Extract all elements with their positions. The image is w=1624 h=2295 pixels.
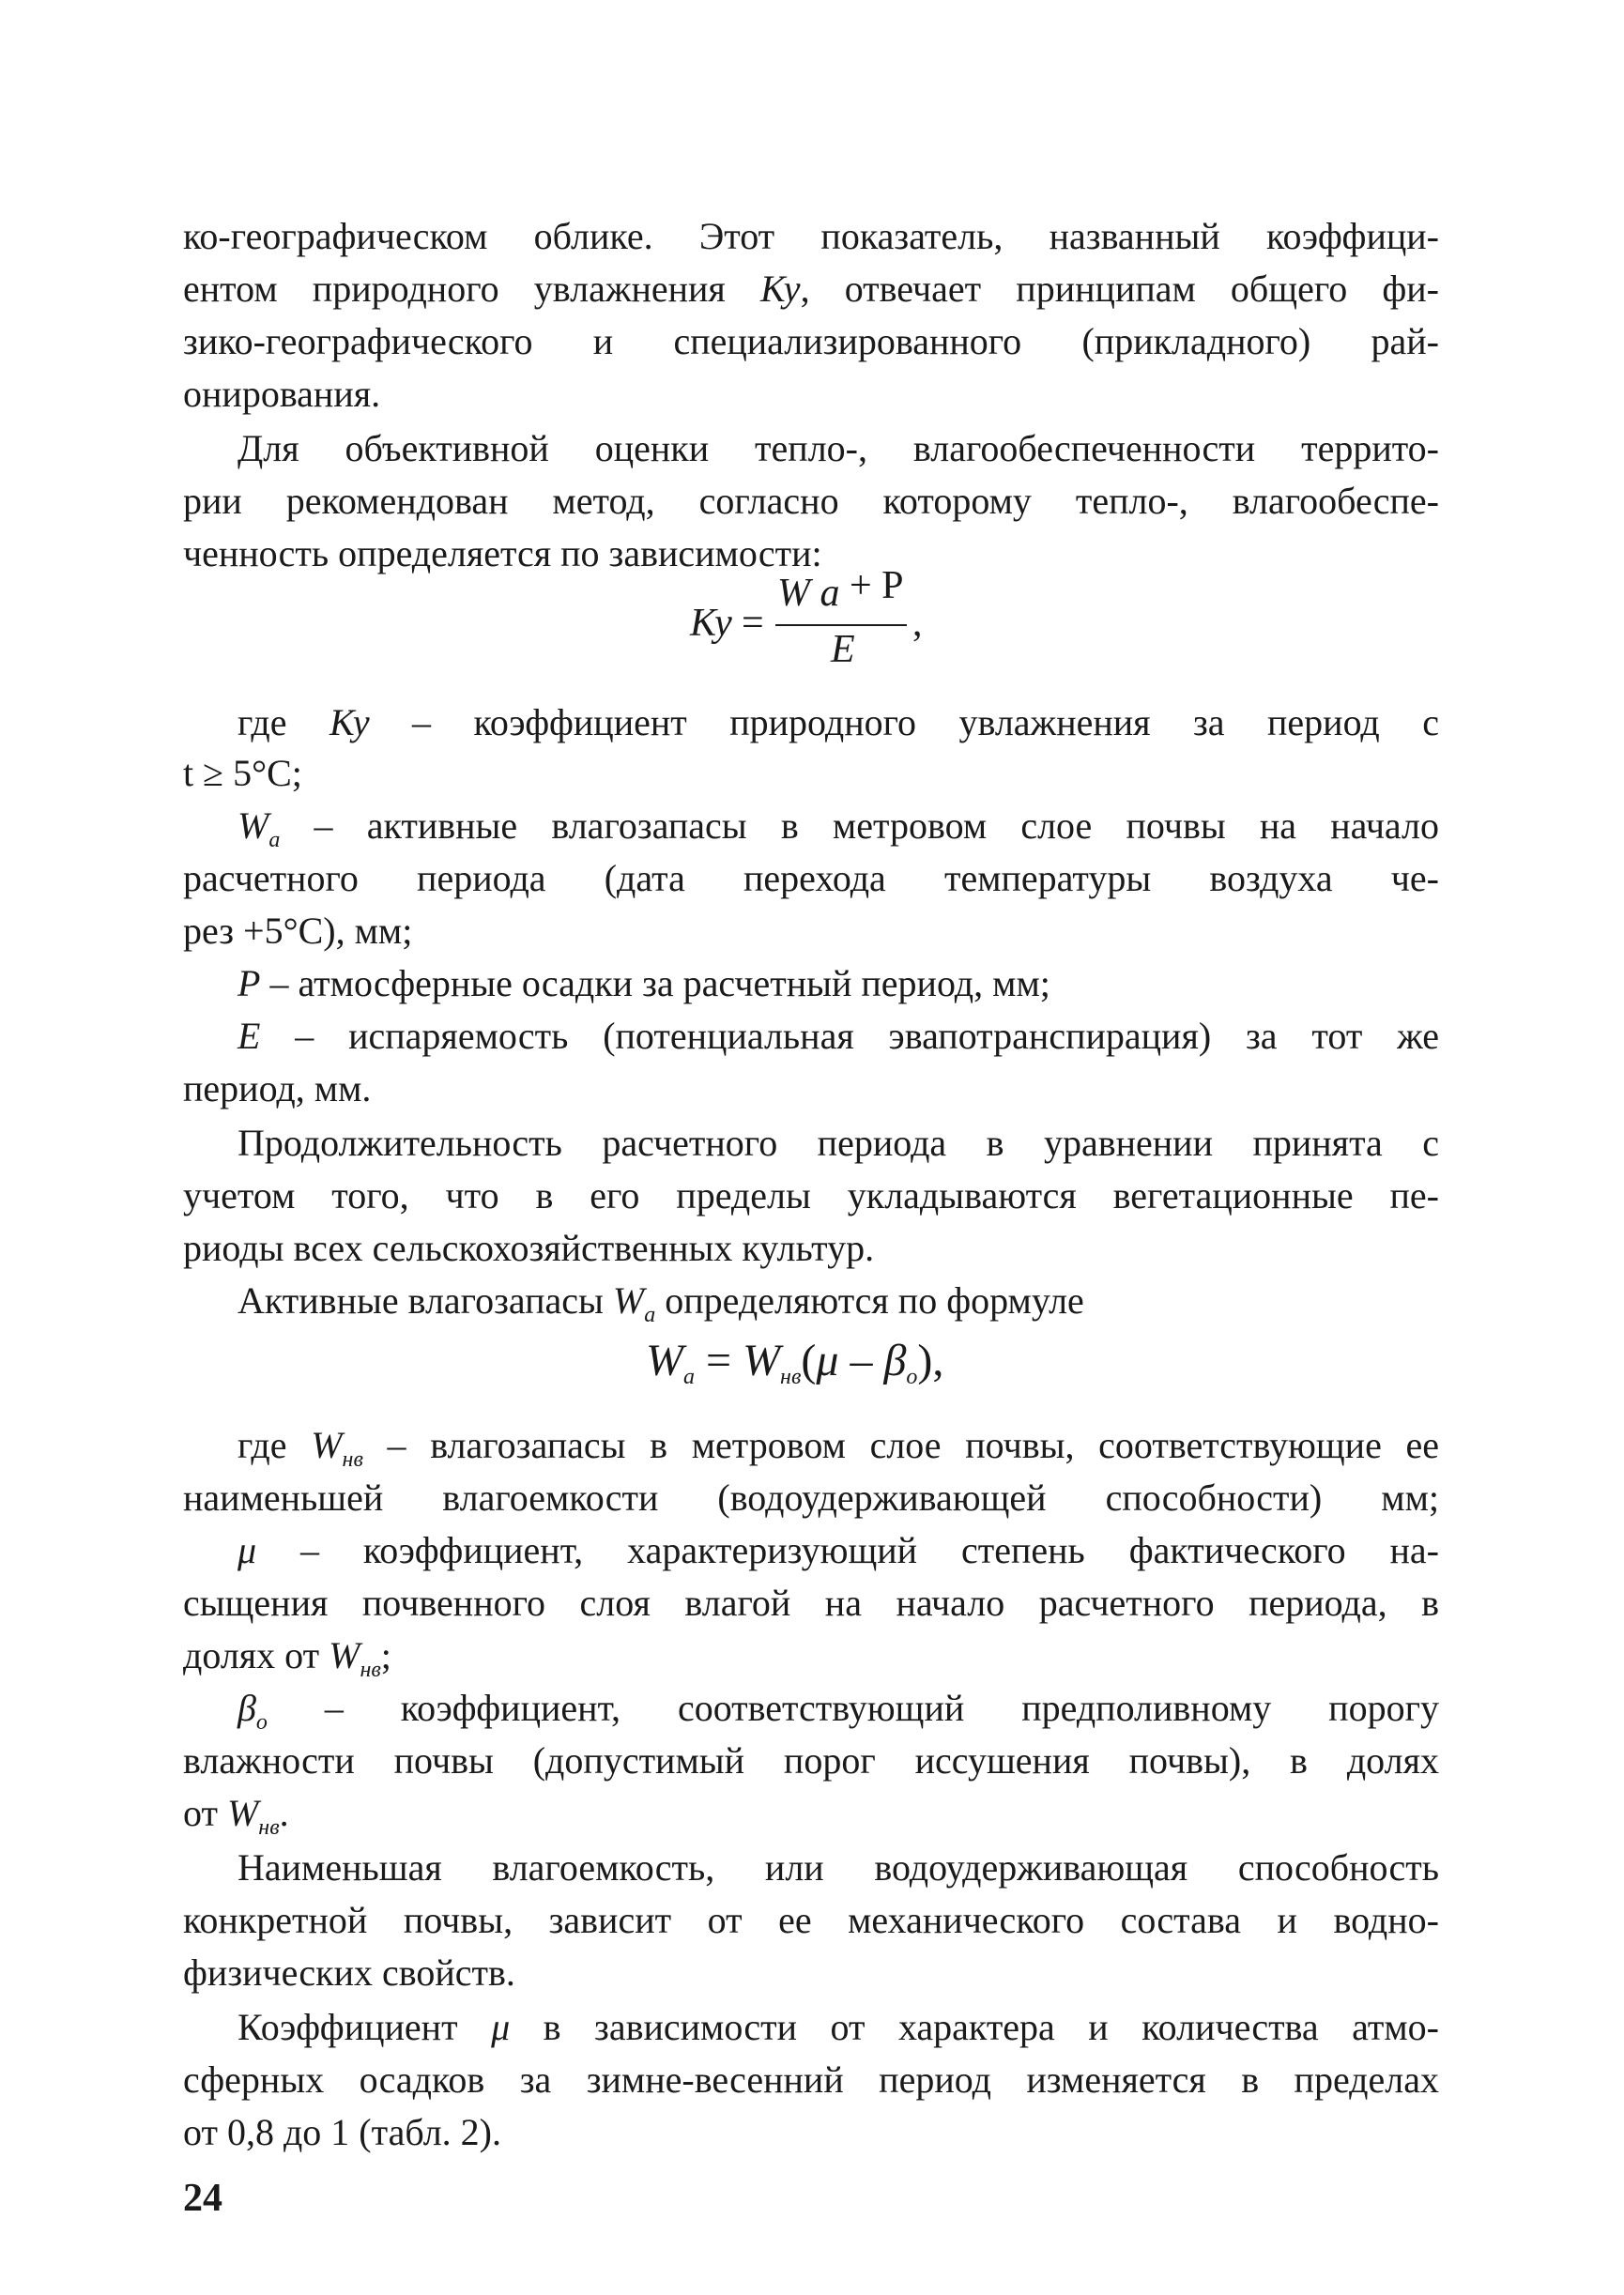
text-line: от $W_{нв}$. bbox=[183, 1792, 289, 1840]
text-line: ентом природного увлажнения Ку, отвечает принципам общего фи- bbox=[183, 268, 1439, 310]
text-line: $\beta_о$ – коэффициент, соответствующий предполивному порогу bbox=[237, 1687, 1439, 1735]
text-line: конкретной почвы, зависит от ее механического состава и водно- bbox=[183, 1899, 1439, 1941]
text-line: t ≥ 5°С; bbox=[183, 752, 302, 794]
text-line: наименьшей влагоемкости (водоудерживающей способности) мм; bbox=[183, 1476, 1439, 1519]
text-line: влажности почвы (допустимый порог иссушения почвы), в долях bbox=[183, 1739, 1439, 1782]
text-line: E – испаряемость (потенциальная эвапотранспирация) за тот же bbox=[237, 1015, 1439, 1057]
text-line: рии рекомендован метод, согласно которому тепло-, влагообеспе- bbox=[183, 480, 1439, 522]
text-line: где $W_{нв}$ – влагозапасы в метровом слое почвы, соответствующие ее bbox=[237, 1424, 1440, 1472]
text-line: Для объективной оценки тепло-, влагообеспеченности террито- bbox=[237, 427, 1439, 469]
document-page: ко-географическом облике. Этот показатель, названный коэффици- ентом природного увлажнения Ку, отвечает принципам общего фи- зико-географического и специализированного (прикладного) рай- онирования. Для объективной оценки тепло-, влагообеспеченности террито- рии рекомендован метод, согласно которому тепло-, влагообеспе- ченность определяется по зависимости: Ку = W a + P E , где Ку – коэффициент природного увлажнения за период с t ≥ 5°С; $W_a$ – активные влагозапасы в метровом слое почвы на начало расчетного периода (дата перехода температуры воздуха че- рез +5°С), мм; P – атмосферные осадки за расчетный период, мм; E – испаряемость (потенциальная эвапотранспирация) за тот же период, мм. Продолжительность расчетного периода в уравнении принята с учетом того, что в его пределы укладываются вегетационные пе- риоды всех сельскохозяйственных культур. Активные влагозапасы $W_a$ определяются по формуле $W_a = W_{нв}(\mu - \beta_о)$, где $W_{нв}$ – влагозапасы в метровом слое почвы, соответствующие ее наименьшей влагоемкости (водоудерживающей способности) мм; μ – коэффициент, характеризующий степень фактического на- сыщения почвенного слоя влагой на начало расчетного периода, в долях от $W_{нв}$; $\beta_о$ – коэффициент, соответствующий предполивному порогу влажности почвы (допустимый порог иссушения почвы), в долях от $W_{нв}$. Наименьшая влагоемкость, или водоудерживающая способность конкретной почвы, зависит от ее механического состава и водно- физических свойств. Коэффициент μ в зависимости от характера и количества атмо- сферных осадков за зимне-весенний период изменяется в пределах от 0,8 до 1 (табл. 2). 24 bbox=[0, 0, 1624, 2295]
text-line: Коэффициент μ в зависимости от характера и количества атмо- bbox=[237, 2006, 1439, 2048]
text-line: Активные влагозапасы $W_a$ определяются по формуле bbox=[237, 1279, 1084, 1327]
text-line: долях от $W_{нв}$; bbox=[183, 1634, 391, 1682]
formula-wa: $W_a = W_{нв}(\mu - \beta_о)$, bbox=[646, 1336, 944, 1389]
text-line: Продолжительность расчетного периода в уравнении принята с bbox=[237, 1122, 1439, 1164]
text-line: Наименьшая влагоемкость, или водоудерживающая способность bbox=[237, 1846, 1439, 1889]
text-line: P – атмосферные осадки за расчетный период, мм; bbox=[237, 962, 1050, 1004]
text-line: от 0,8 до 1 (табл. 2). bbox=[183, 2111, 501, 2153]
text-line: где Ку – коэффициент природного увлажнения за период с bbox=[237, 701, 1439, 743]
text-line: зико-географического и специализированного (прикладного) рай- bbox=[183, 320, 1439, 362]
text-line: учетом того, что в его пределы укладываются вегетационные пе- bbox=[183, 1174, 1439, 1216]
text-line: онирования. bbox=[183, 373, 381, 415]
text-line: ченность определяется по зависимости: bbox=[183, 532, 822, 574]
text-line: сферных осадков за зимне-весенний период изменяется в пределах bbox=[183, 2058, 1439, 2101]
page-number: 24 bbox=[183, 2177, 222, 2220]
text-line: расчетного периода (дата перехода температуры воздуха че- bbox=[183, 857, 1439, 899]
text-line: физических свойств. bbox=[183, 1951, 515, 1994]
text-line: $W_a$ – активные влагозапасы в метровом слое почвы на начало bbox=[237, 804, 1439, 852]
text-line: сыщения почвенного слоя влагой на начало расчетного периода, в bbox=[183, 1582, 1439, 1624]
text-line: ко-географическом облике. Этот показатель, названный коэффици- bbox=[183, 215, 1439, 257]
text-line: риоды всех сельскохозяйственных культур. bbox=[183, 1227, 875, 1269]
text-line: μ – коэффициент, характеризующий степень фактического на- bbox=[237, 1529, 1439, 1571]
text-line: рез +5°С), мм; bbox=[183, 910, 413, 952]
text-line: период, мм. bbox=[183, 1067, 372, 1109]
